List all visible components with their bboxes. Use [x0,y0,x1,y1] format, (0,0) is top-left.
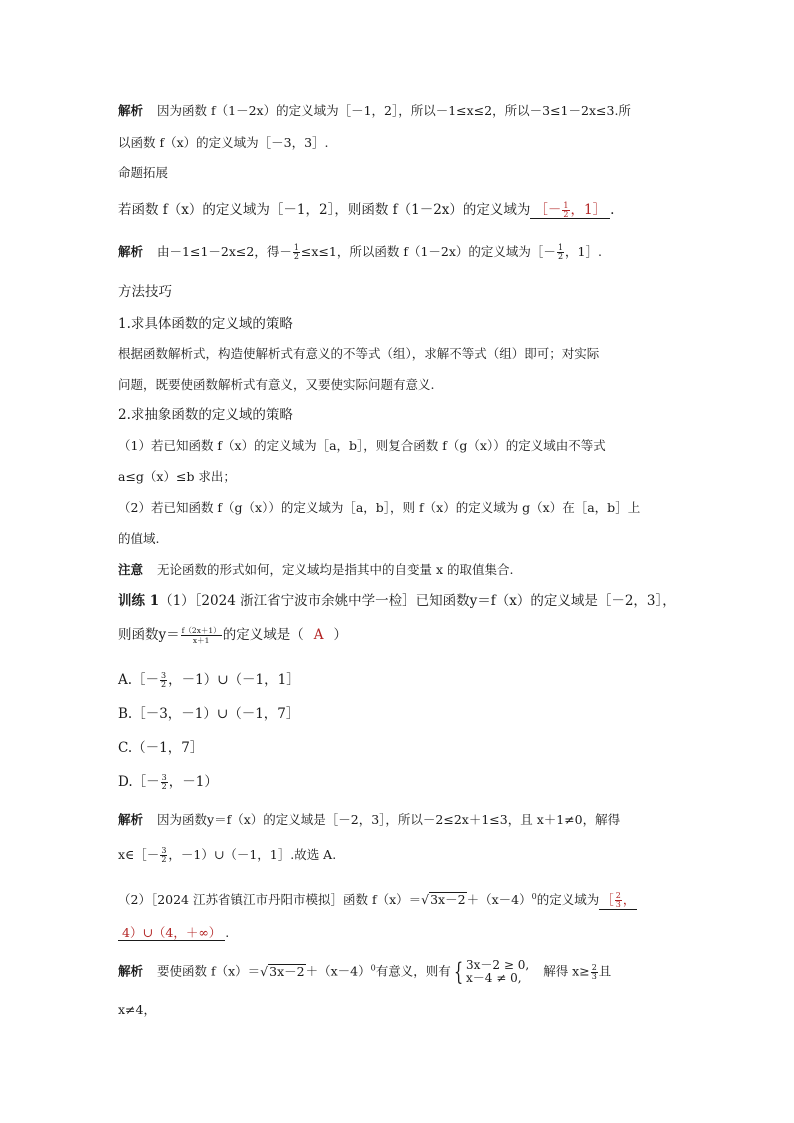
answer-blank-line-2: 4）∪（4，＋∞） [118,925,225,941]
method-section-2-line-1: （1）若已知函数 f（x）的定义域为［a，b］，则复合函数 f（g（x））的定义域由不等式 [118,438,606,453]
training-solution-1-line-1: 解析 因为函数y＝f（x）的定义域是［－2，3］，所以－2≤2x＋1≤3，且 x＋1≠0，解得 [118,812,621,827]
extension-solution: 解析 由－1≤1－2x≤2，得－ $\frac{1}{2}$ ≤x≤1，所以函数 f（1－2x）的定义域为［－ $\frac{1}{2}$ ，1］. [118,243,602,261]
training-solution-2-line-1: 解析 要使函数 $f(x)=√3x-2+(x-4)^0$有意义，则有 { 3x－2 ≥ 0, x－4 ≠ 0, 解得 x≥ $\frac{2}{3}$ 且 [118,958,612,986]
fraction: $\frac{2}{3}$ [615,891,621,910]
inequality-system: 3x－2 ≥ 0, x－4 ≠ 0, [466,958,530,985]
solution-paragraph-1-line-2: 以函数 f（x）的定义域为［－3，3］. [118,135,329,150]
fraction: $\frac{f(2x+1)}{x+1}$ [181,626,221,645]
sqrt-sign: √ [421,892,430,908]
solution-label: 解析 [118,244,144,259]
fraction: $\frac{2}{3}$ [591,962,597,981]
extension-title: 命题拓展 [118,165,169,180]
fraction: $\frac{3}{2}$ [161,773,167,791]
solution-text: 因为函数 f（1－2x）的定义域为［－1，2］，所以－1≤x≤2，所以－3≤1－2x≤3.所 [157,103,631,118]
method-section-2-line-4: 的值域. [118,531,160,546]
method-title: 方法技巧 [118,284,172,300]
training-question-2-line-1: （2）［2024 江苏省镇江市丹阳市模拟］函数 $f(x)=√3x-2+(x-4)^0$的定义域为 ［ $\frac{2}{3}$ ， [118,891,636,910]
method-section-2-line-2: a≤g（x）≤b 求出； [118,469,236,484]
option-a: A.［－ $\frac{3}{2}$ ，－1）∪（－1，1］ [118,671,300,689]
training-solution-2-line-2: x≠4， [118,1002,156,1017]
extension-question-text: 若函数 f（x）的定义域为［－1，2］，则函数 f（1－2x）的定义域为 [118,202,531,218]
solution-label: 解析 [118,103,144,118]
option-c: C.（－1，7］ [118,740,204,756]
method-section-1-line-1: 根据函数解析式，构造使解析式有意义的不等式（组），求解不等式（组）即可；对实际 [118,346,600,361]
option-b: B.［－3，－1）∪（－1，7］ [118,706,300,722]
radicand: 3x－2 [430,892,466,908]
training-label: 训练 1 [118,593,160,609]
method-section-2-title: 2.求抽象函数的定义域的策略 [118,407,293,423]
solution-label: 解析 [118,963,144,979]
method-section-1-title: 1.求具体函数的定义域的策略 [118,316,293,332]
sqrt-sign: √ [260,963,269,979]
option-d: D.［－ $\frac{3}{2}$ ，－1） [118,773,218,791]
note-label: 注意 [118,562,144,577]
fraction: $\frac{1}{2}$ [563,201,569,219]
extension-question: 若函数 f（x）的定义域为［－1，2］，则函数 f（1－2x）的定义域为 ［－ $\frac{1}{2}$ ，1］ . [118,201,615,219]
fraction: $\frac{1}{2}$ [293,243,299,261]
solution-paragraph-1-line-1 [118,102,631,120]
fraction: $\frac{1}{2}$ [557,243,564,261]
fraction: $\frac{3}{2}$ [161,671,167,689]
method-section-1-line-2: 问题，既要使函数解析式有意义，又要使实际问题有意义. [118,377,435,392]
note-text: 无论函数的形式如何，定义域均是指其中的自变量 x 的取值集合. [157,562,514,577]
solution-label: 解析 [118,812,144,827]
training-question-1-line-2: 则函数y＝ $\frac{f(2x+1)}{x+1}$ 的定义域是（ A ） [118,626,347,645]
extension-answer: ［－ $\frac{1}{2}$ ，1］ [530,202,610,219]
answer-choice: A [313,627,324,643]
method-section-2-line-3: （2）若已知函数 f（g（x））的定义域为［a，b］，则 f（x）的定义域为 g（x）在［a，b］上 [118,500,641,515]
training-question-2-line-2: 4）∪（4，＋∞） . [118,924,229,942]
brace-icon: { [453,958,463,986]
answer-blank-line-1: ［ $\frac{2}{3}$ ， [601,891,636,910]
fraction: $\frac{3}{2}$ [161,846,167,864]
training-question-1-line-1: 训练 1（1）［2024 浙江省宁波市余姚中学一检］已知函数y＝f（x）的定义域是［－2，3］， [118,593,676,609]
radicand: 3x－2 [269,963,305,979]
training-solution-1-line-2: x∈［－ $\frac{3}{2}$ ，－1）∪（－1，1］.故选 A. [118,846,337,864]
note [118,561,514,579]
